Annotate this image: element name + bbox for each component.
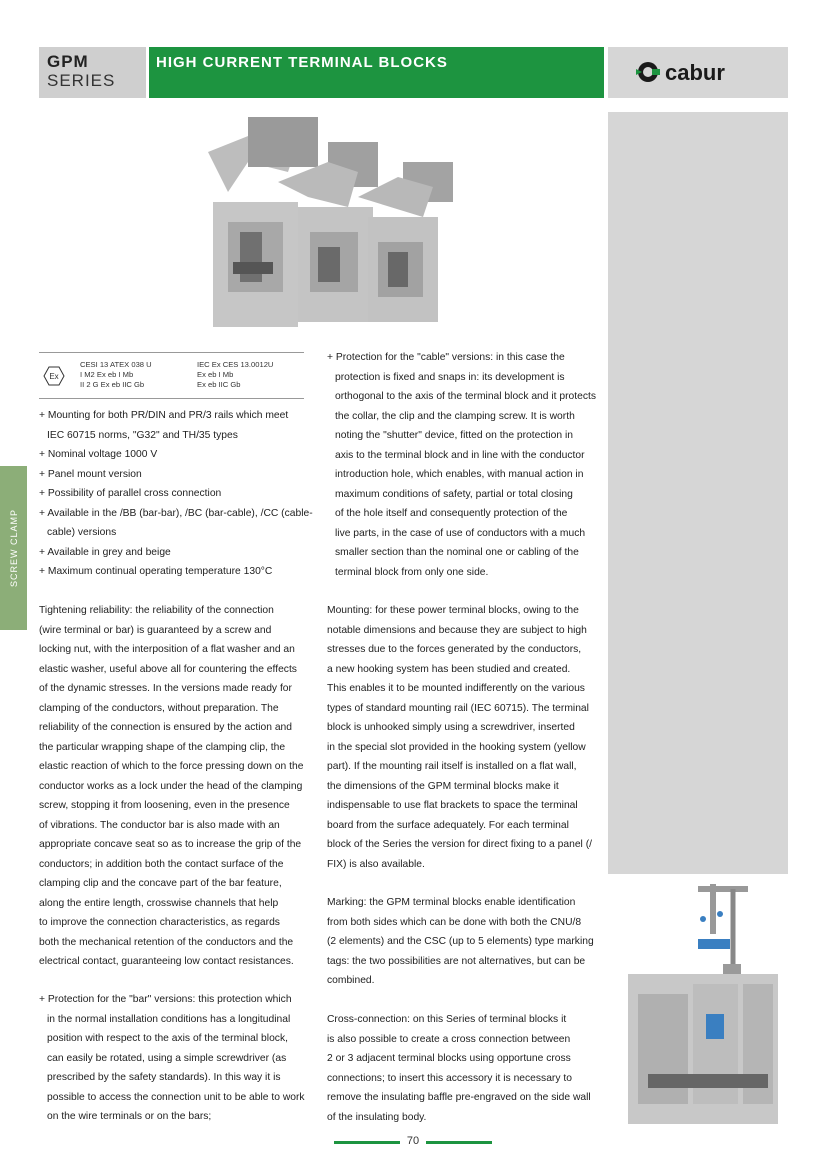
text-line: in the special slot provided in the hooking system (yellow	[327, 741, 586, 753]
text-line: conductor works as a lock under the head of the clamping	[39, 780, 303, 792]
text-line: of vibrations. The conductor bar is also made with an	[39, 819, 280, 831]
text-line: Cross-connection: on this Series of terminal blocks it	[327, 1014, 567, 1025]
text-line: clamping of the conductors, without preparation. The	[39, 702, 279, 714]
section-side-tab	[0, 466, 27, 630]
text-line: position with respect to the axis of the terminal block,	[47, 1033, 288, 1044]
text-line: board from the surface adequately. For each terminal	[327, 819, 569, 831]
series-label-box	[39, 47, 146, 98]
marking-paragraph	[327, 893, 602, 991]
footer-rule-left	[334, 1141, 400, 1144]
text-line: + Protection for the "bar" versions: this protection which	[39, 994, 292, 1005]
ex-hexagon-icon	[43, 366, 65, 386]
cert-bottom-rule	[39, 398, 304, 399]
cert-line: Ex eb I Mb	[197, 370, 234, 379]
text-line: block is unhooked simply using a screwdriver, inserted	[327, 722, 575, 733]
text-line: axis to the terminal block and in line with the conductor	[335, 449, 585, 461]
cert-line: CESI 13 ATEX 038 U	[80, 360, 152, 369]
text-line: from both sides which can be done with both the CNU/8	[327, 916, 582, 928]
text-line: noting the "shutter" device, fitted on the protection in	[335, 430, 573, 441]
brand-logo-box	[608, 47, 788, 98]
text-line: types of standard mounting rail (IEC 60715). The terminal	[327, 702, 589, 714]
text-line: along the entire length, crosswise channels that help	[39, 897, 279, 909]
text-line: combined.	[327, 975, 375, 986]
text-line: (wire terminal or bar) is guaranteed by a screw and	[39, 624, 272, 636]
tightening-paragraph	[39, 601, 314, 972]
text-line: This enables it to be mounted indifferently on the various	[327, 683, 585, 694]
cert-line: IEC Ex CES 13.0012U	[197, 360, 274, 369]
text-line: to improve the connection characteristics, as regards	[39, 917, 280, 928]
text-line: can easily be rotated, using a simple screwdriver (as	[47, 1052, 287, 1064]
text-line: connections; to insert this accessory it is necessary to	[327, 1072, 572, 1084]
series-code: GPM	[47, 52, 89, 71]
feature-item: + Maximum continual operating temperature 130°C	[39, 566, 273, 577]
cable-protection-paragraph	[327, 348, 602, 582]
text-line: a new hooking system has been studied and created.	[327, 663, 571, 675]
text-line: reliability of the connection is ensured by the action and	[39, 722, 293, 733]
text-line: in the normal installation conditions has a longitudinal	[47, 1013, 291, 1025]
text-line: the collar, the clip and the clamping screw. It is worth	[335, 410, 575, 422]
text-line: is also possible to create a cross connection between	[327, 1033, 571, 1045]
text-line: both the mechanical retention of the conductors and the	[39, 936, 294, 948]
cert-line: II 2 G Ex eb IIC Gb	[80, 380, 145, 389]
text-line: FIX) is also available.	[327, 858, 425, 870]
text-line: clamping clip and the concave part of the bar feature,	[39, 878, 282, 889]
text-line: (2 elements) and the CSC (up to 5 elements) type marking	[327, 936, 594, 947]
text-line: part). If the mounting rail itself is installed on a flat wall,	[327, 761, 577, 772]
title-bar	[149, 47, 604, 98]
cert-col-2	[197, 360, 273, 390]
text-line: elastic reaction of which to the force pressing down on the	[39, 761, 304, 772]
feature-item: + Available in grey and beige	[39, 546, 171, 558]
text-line: on the wire terminals or on the bars;	[47, 1111, 212, 1122]
mounting-paragraph	[327, 601, 602, 874]
text-line: remove the insulating baffle pre-engraved on the side wall	[327, 1092, 591, 1103]
text-line: conductors; in addition both the contact surface of the	[39, 858, 284, 870]
logo-text: cabur	[665, 60, 725, 85]
cert-col-1	[80, 360, 152, 390]
text-line: the particular wrapping shape of the clamping clip, the	[39, 741, 286, 753]
text-line: maximum conditions of safety, partial or total closing	[335, 488, 573, 500]
text-line: stresses due to the forces generated by the conductors,	[327, 644, 582, 655]
text-line: Marking: the GPM terminal blocks enable identification	[327, 897, 576, 908]
cabur-logo	[608, 47, 788, 98]
text-line: of the insulating body.	[327, 1111, 427, 1123]
text-line: orthogonal to the axis of the terminal block and it protects	[335, 391, 597, 402]
text-line: Tightening reliability: the reliability of the connection	[39, 605, 274, 616]
bar-protection-paragraph	[39, 990, 314, 1127]
text-line: appropriate concave seat so as to increase the grip of the	[39, 839, 302, 850]
text-line: tags: the two possibilities are not alternatives, but can be	[327, 955, 586, 967]
cert-top-rule	[39, 352, 304, 353]
text-line: electrical contact, guaranteeing low contact resistances.	[39, 956, 294, 967]
text-line: of the dynamic stresses. In the versions made ready for	[39, 683, 292, 694]
feature-item: + Available in the /BB (bar-bar), /BC (bar-cable), /CC (cable-	[39, 507, 313, 519]
footer-rule-right	[426, 1141, 492, 1144]
cert-line: Ex eb IIC Gb	[197, 380, 241, 389]
text-line: the dimensions of the GPM terminal blocks make it	[327, 780, 559, 792]
text-line: terminal block from only one side.	[335, 566, 489, 578]
cert-line: I M2 Ex eb I Mb	[80, 370, 134, 379]
series-word: SERIES	[47, 71, 116, 90]
text-line: notable dimensions and because they are subject to high	[327, 624, 587, 636]
feature-list	[39, 406, 319, 582]
text-line: possible to access the connection unit to be able to work	[47, 1091, 305, 1103]
cross-connection-paragraph	[327, 1010, 602, 1127]
text-line: elastic washer, useful above all for countering the effects	[39, 663, 297, 675]
feature-item-cont: cable) versions	[47, 527, 117, 538]
text-line: protection is fixed and snaps in: its development is	[335, 371, 565, 383]
feature-item: + Panel mount version	[39, 468, 142, 480]
text-line: prescribed by the safety standards). In this way it is	[47, 1072, 281, 1083]
side-tab-label: SCREW CLAMP	[8, 508, 19, 588]
text-line: of the hole itself and consequently protection of the	[335, 508, 568, 519]
feature-item: + Mounting for both PR/DIN and PR/3 rails which meet	[39, 410, 289, 421]
text-line: 2 or 3 adjacent terminal blocks using opportune cross	[327, 1053, 571, 1064]
text-line: introduction hole, which enables, with manual action in	[335, 469, 584, 480]
page-title: HIGH CURRENT TERMINAL BLOCKS	[156, 54, 448, 71]
text-line: + Protection for the "cable" versions: in this case the	[327, 352, 565, 363]
text-line: smaller section than the nominal one or cabling of the	[335, 547, 579, 558]
feature-item: + Nominal voltage 1000 V	[39, 449, 158, 460]
feature-item: + Possibility of parallel cross connection	[39, 488, 222, 499]
feature-item-cont: IEC 60715 norms, "G32" and TH/35 types	[47, 429, 238, 441]
accessory-photo	[608, 874, 788, 1140]
text-line: Mounting: for these power terminal blocks, owing to the	[327, 605, 579, 616]
page-number: 70	[406, 1135, 420, 1147]
text-line: locking nut, with the interposition of a flat washer and an	[39, 644, 295, 655]
product-photo	[178, 112, 538, 337]
text-line: indispensable to use flat brackets to space the terminal	[327, 800, 578, 811]
text-line: live parts, in the case of use of conductors with a much	[335, 527, 586, 539]
text-line: block of the Series the version for direct fixing to a panel (/	[327, 839, 592, 850]
text-line: screw, stopping it from loosening, even in the presence	[39, 800, 290, 811]
svg-text:Ex: Ex	[49, 372, 59, 381]
